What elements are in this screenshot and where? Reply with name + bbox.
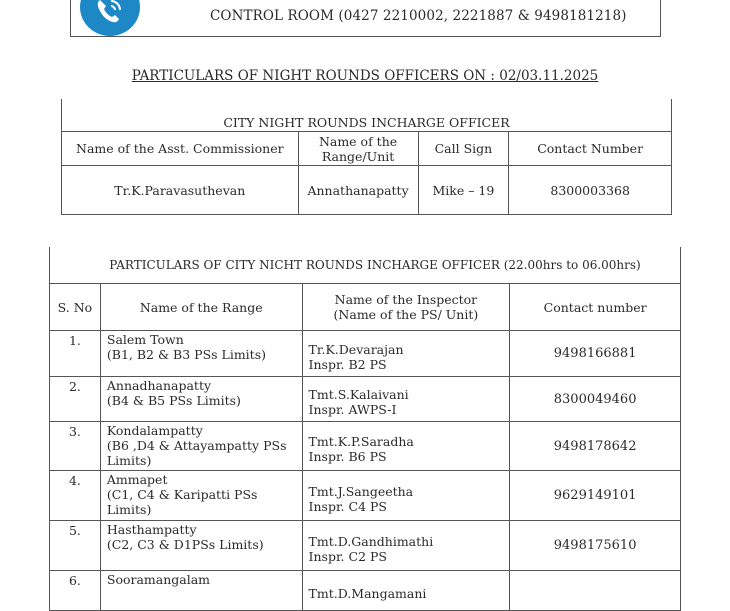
control-room-numbers: CONTROL ROOM (0427 2210002, 2221887 & 9498181218): [210, 8, 627, 24]
table-cell: Tr.K.Paravasuthevan: [62, 166, 299, 215]
serial-number: 2.: [50, 377, 101, 422]
range-limits: (C1, C4 & Karipatti PSs Limits): [106, 487, 258, 517]
inspector-cell: [302, 471, 510, 521]
range-cell: [100, 422, 302, 471]
table-row: [50, 471, 681, 521]
serial-number: 1.: [50, 331, 101, 377]
range-name: Salem Town: [106, 332, 184, 347]
range-cell: [100, 377, 302, 422]
table-cell: Mike – 19: [418, 166, 509, 215]
inspector-name: Tmt.D.Mangamani: [308, 586, 427, 601]
column-header: Call Sign: [418, 132, 509, 166]
range-limits: (B4 & B5 PSs Limits): [106, 393, 241, 408]
table-header-row: [50, 284, 681, 331]
range-cell: [100, 521, 302, 571]
contact-number: 9629149101: [510, 471, 681, 521]
column-header: Contact Number: [509, 132, 672, 166]
column-header: Contact number: [510, 284, 681, 331]
inspector-name: Tr.K.Devarajan: [308, 341, 404, 357]
contact-number: 9498166881: [510, 331, 681, 377]
range-cell: [100, 471, 302, 521]
range-limits: (B1, B2 & B3 PSs Limits): [106, 347, 266, 362]
inspector-unit: Inspr. AWPS-I: [308, 402, 397, 417]
column-header: Name of the Range/Unit: [298, 132, 418, 166]
table-row: [50, 521, 681, 571]
range-name: Hasthampatty: [106, 522, 197, 537]
range-name: Kondalampatty: [106, 423, 203, 438]
inspector-cell: [302, 377, 510, 422]
inspector-cell: [302, 331, 510, 377]
table-row: [50, 377, 681, 422]
table-row: [50, 422, 681, 471]
range-name: Annadhanapatty: [106, 378, 212, 393]
column-header: S. No: [50, 284, 101, 331]
inspector-unit: Inspr. B2 PS: [308, 356, 387, 372]
header-line: Name of the Inspector: [334, 292, 478, 307]
inspector-unit: Inspr. C2 PS: [308, 548, 387, 564]
inspector-cell: [302, 521, 510, 571]
range-name: Ammapet: [106, 472, 168, 487]
column-header: Name of the Asst. Commissioner: [62, 132, 299, 166]
table-header-row: [62, 132, 672, 166]
column-header: Name of the Range: [100, 284, 302, 331]
inspector-name: Tmt.S.Kalaivani: [308, 387, 409, 402]
serial-number: 6.: [50, 571, 101, 611]
inspector-cell: [302, 422, 510, 471]
contact-number: 9498178642: [510, 422, 681, 471]
range-cell: [100, 331, 302, 377]
range-limits: (B6 ,D4 & Attayampatty PSs Limits): [106, 438, 287, 468]
inspector-name: Tmt.D.Gandhimathi: [308, 533, 434, 549]
range-incharge-title: PARTICULARS OF CITY NICHT ROUNDS INCHARGE OFFICER (22.00hrs to 06.00hrs): [50, 247, 681, 284]
contact-number: 9498175610: [510, 521, 681, 571]
inspector-unit: Inspr. C4 PS: [308, 498, 387, 514]
table-row: [50, 331, 681, 377]
serial-number: 3.: [50, 422, 101, 471]
inspector-unit: Inspr. B6 PS: [308, 449, 387, 464]
serial-number: 4.: [50, 471, 101, 521]
page-title: PARTICULARS OF NIGHT ROUNDS OFFICERS ON : 02/03.11.2025: [131, 68, 599, 84]
table-cell: 8300003368: [509, 166, 672, 215]
range-name: Sooramangalam: [106, 572, 211, 587]
inspector-name: Tmt.K.P.Saradha: [308, 434, 414, 449]
table-cell: Annathanapatty: [298, 166, 418, 215]
serial-number: 5.: [50, 521, 101, 571]
table-row: [62, 166, 672, 215]
inspector-name: Tmt.J.Sangeetha: [308, 483, 414, 499]
header-line: (Name of the PS/ Unit): [333, 307, 479, 322]
city-incharge-title: CITY NIGHT ROUNDS INCHARGE OFFICER: [62, 99, 672, 132]
city-incharge-table: [61, 99, 672, 215]
range-limits: (C2, C3 & D1PSs Limits): [106, 537, 264, 552]
contact-number: 8300049460: [510, 377, 681, 422]
range-incharge-table: [49, 247, 681, 611]
column-header: [302, 284, 510, 331]
